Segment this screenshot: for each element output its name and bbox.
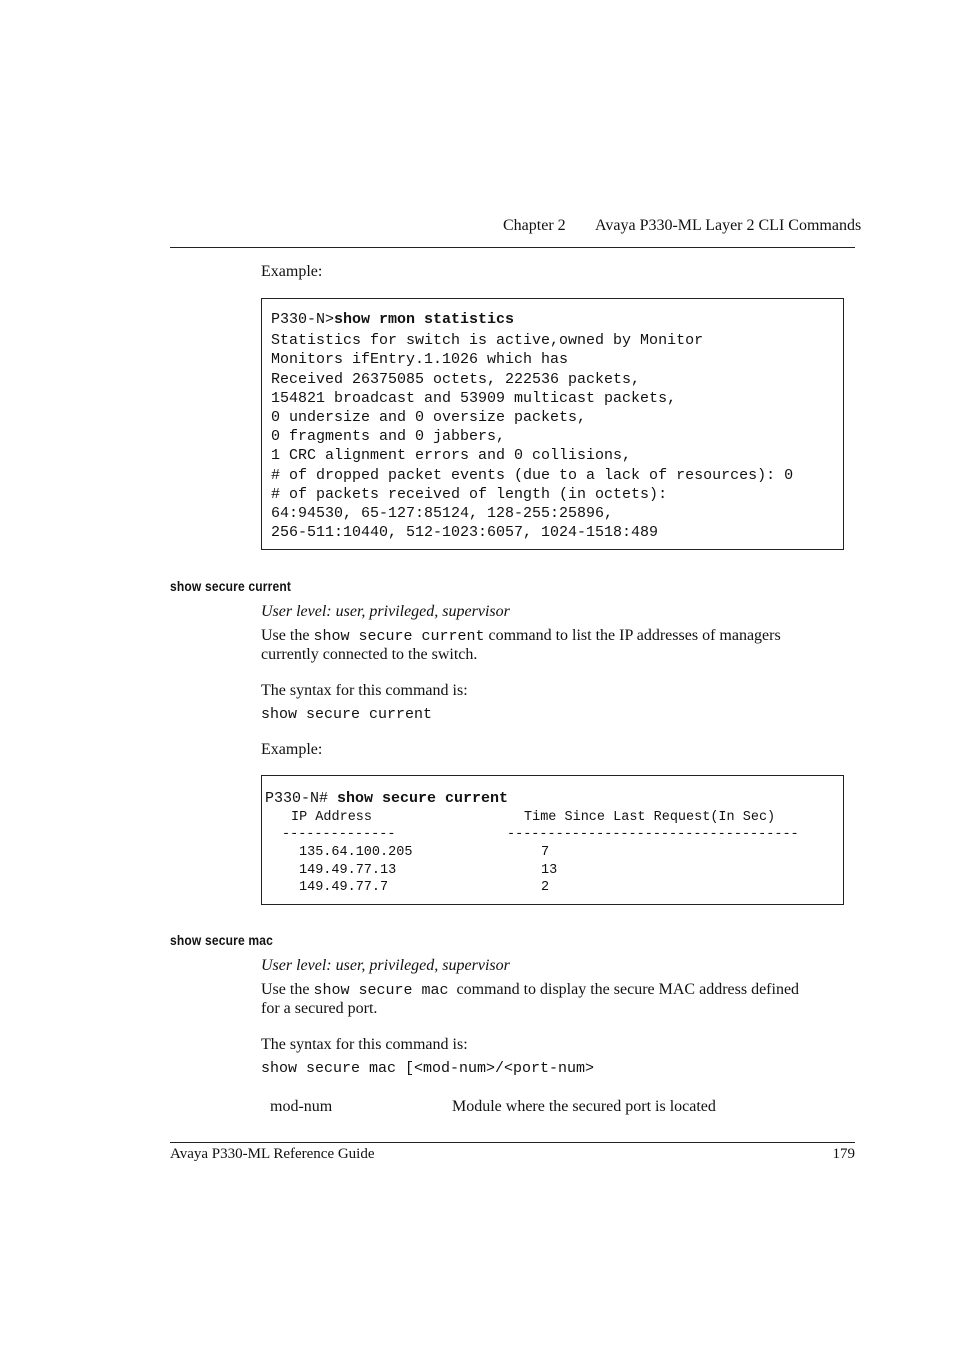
section-heading-secure-current: show secure current	[170, 578, 292, 594]
col-rule-ip: --------------	[282, 827, 396, 842]
inline-code: show secure current	[313, 628, 485, 645]
desc-text: command to display the secure MAC address defined	[448, 981, 800, 998]
command-text: show rmon statistics	[334, 311, 515, 328]
table-row-time: 7	[541, 845, 550, 860]
header-title: Avaya P330-ML Layer 2 CLI Commands	[595, 217, 862, 234]
description	[261, 980, 799, 1000]
output-line: 0 fragments and 0 jabbers,	[271, 428, 506, 445]
syntax-code: show secure mac [<mod-num>/<port-num>	[261, 1060, 595, 1077]
syntax-label: The syntax for this command is:	[261, 1036, 468, 1053]
output-line: Received 26375085 octets, 222536 packets,	[271, 371, 641, 388]
footer-rule	[170, 1142, 855, 1143]
description-line2: for a secured port.	[261, 1000, 378, 1017]
output-line: Monitors ifEntry.1.1026 which has	[271, 351, 569, 368]
output-line: # of dropped packet events (due to a lack of resources): 0	[271, 467, 794, 484]
table-row-ip: 135.64.100.205	[299, 845, 413, 860]
rmon-code-box	[261, 298, 844, 550]
output-line: 154821 broadcast and 53909 multicast packets,	[271, 390, 677, 407]
header-rule	[170, 247, 855, 248]
col-header-time: Time Since Last Request(In Sec)	[524, 810, 776, 825]
table-row-time: 13	[541, 863, 558, 878]
output-line: 64:94530, 65-127:85124, 128-255:25896,	[271, 505, 614, 522]
col-rule-time: ------------------------------------	[507, 827, 799, 842]
output-line: 256-511:10440, 512-1023:6057, 1024-1518:489	[271, 524, 659, 541]
desc-text: command to list the IP addresses of managers	[484, 627, 781, 644]
output-line: 0 undersize and 0 oversize packets,	[271, 409, 587, 426]
footer-guide-title: Avaya P330-ML Reference Guide	[170, 1146, 375, 1162]
output-line: 1 CRC alignment errors and 0 collisions,	[271, 447, 632, 464]
prompt: P330-N>	[271, 311, 335, 328]
output-line: Statistics for switch is active,owned by Monitor	[271, 332, 704, 349]
section-heading-secure-mac: show secure mac	[170, 932, 273, 948]
param-name: mod-num	[270, 1098, 333, 1115]
rmon-command-line	[271, 310, 514, 329]
command-text: show secure current	[337, 790, 509, 807]
page-number: 179	[832, 1146, 855, 1162]
description-line2: currently connected to the switch.	[261, 646, 478, 663]
example-label: Example:	[261, 263, 323, 280]
syntax-label: The syntax for this command is:	[261, 682, 468, 699]
inline-code: show secure mac	[313, 982, 449, 999]
header-chapter: Chapter 2	[503, 217, 566, 234]
user-level: User level: user, privileged, supervisor	[261, 957, 510, 974]
table-row-ip: 149.49.77.13	[299, 863, 397, 878]
example-label: Example:	[261, 741, 323, 758]
secure-current-command-line	[265, 789, 508, 808]
param-description: Module where the secured port is located	[452, 1098, 716, 1115]
table-row-ip: 149.49.77.7	[299, 880, 389, 895]
col-header-ip: IP Address	[291, 810, 373, 825]
table-row-time: 2	[541, 880, 550, 895]
description	[261, 626, 781, 646]
desc-text: Use the	[261, 627, 314, 644]
syntax-code: show secure current	[261, 706, 433, 723]
user-level: User level: user, privileged, supervisor	[261, 603, 510, 620]
prompt: P330-N#	[265, 790, 338, 807]
output-line: # of packets received of length (in octets):	[271, 486, 668, 503]
desc-text: Use the	[261, 981, 314, 998]
secure-current-code-box	[261, 775, 844, 905]
